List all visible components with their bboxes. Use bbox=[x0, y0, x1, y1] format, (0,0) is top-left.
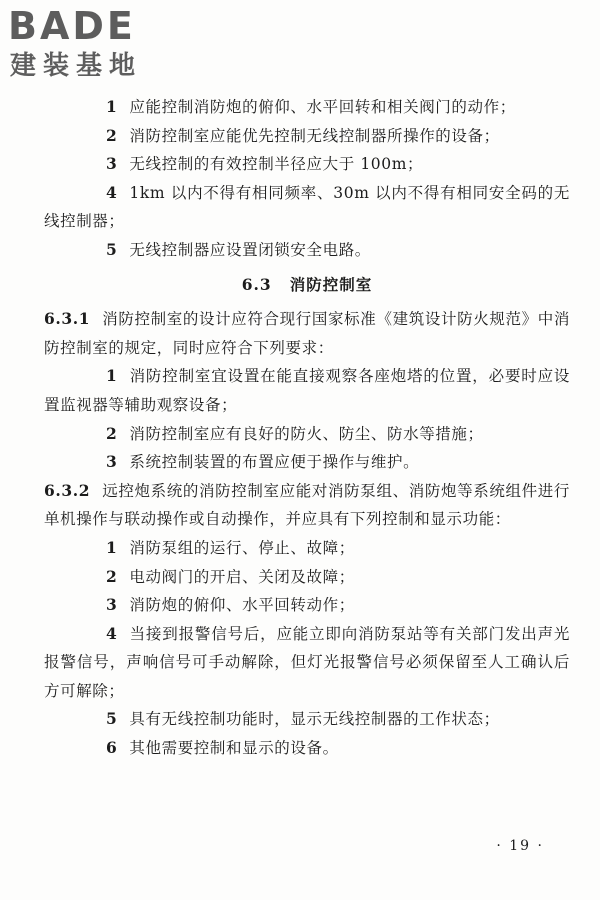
item-text: 消防控制室应能优先控制无线控制器所操作的设备； bbox=[129, 126, 500, 145]
item-text: 系统控制装置的布置应便于操作与维护。 bbox=[129, 453, 420, 472]
list-item bbox=[44, 93, 570, 122]
item-number: 4 bbox=[106, 182, 118, 202]
item-text: 电动阀门的开启、关闭及故障； bbox=[129, 567, 355, 586]
list-item bbox=[44, 734, 570, 763]
item-text: 消防炮的俯仰、水平回转动作； bbox=[129, 596, 355, 615]
item-number: 5 bbox=[106, 239, 118, 259]
item-text: 当接到报警信号后，应能立即向消防泵站等有关部门发出声光报警信号，声响信号可手动解除，但灯光报警信号必须保留至人工确认后方可解除； bbox=[44, 624, 570, 700]
item-number: 4 bbox=[106, 623, 118, 643]
list-item bbox=[44, 122, 570, 151]
item-text: 其他需要控制和显示的设备。 bbox=[129, 739, 339, 758]
item-text: 消防控制室应有良好的防火、防尘、防水等措施； bbox=[129, 424, 484, 443]
item-number: 1 bbox=[106, 537, 118, 557]
item-text: 无线控制器应设置闭锁安全电路。 bbox=[129, 240, 371, 259]
list-item bbox=[44, 150, 570, 179]
logo bbox=[8, 6, 178, 80]
item-text: 应能控制消防炮的俯仰、水平回转和相关阀门的动作； bbox=[129, 98, 516, 116]
list-item bbox=[44, 236, 570, 265]
clause-6-3-1 bbox=[44, 305, 570, 477]
item-number: 2 bbox=[106, 125, 118, 145]
item-number: 3 bbox=[106, 452, 118, 472]
list-item bbox=[44, 620, 570, 706]
clause-text bbox=[44, 477, 570, 534]
item-number: 2 bbox=[106, 566, 118, 586]
clause-text bbox=[44, 305, 570, 362]
item-number: 1 bbox=[106, 97, 118, 116]
clause-6-3-2 bbox=[44, 477, 570, 763]
item-text: 消防控制室宜设置在能直接观察各座炮塔的位置，必要时应设置监视器等辅助观察设备； bbox=[44, 367, 570, 414]
item-number: 3 bbox=[106, 154, 118, 174]
item-number: 1 bbox=[106, 366, 118, 386]
clause-body: 远控炮系统的消防控制室应能对消防泵组、消防炮等系统组件进行单机操作与联动操作或自动操作，并应具有下列控制和显示功能： bbox=[44, 481, 570, 529]
list-item bbox=[44, 705, 570, 734]
logo-latin-text: BADE bbox=[8, 4, 136, 48]
section-heading bbox=[44, 271, 570, 300]
item-number: 2 bbox=[106, 423, 118, 443]
list-item bbox=[44, 448, 570, 477]
item-number: 5 bbox=[106, 709, 118, 729]
page-number: · 19 · bbox=[496, 838, 544, 854]
item-number: 3 bbox=[106, 595, 118, 615]
clause-number: 6.3.1 bbox=[44, 309, 91, 329]
list-item bbox=[44, 534, 570, 563]
wireless-control-list bbox=[44, 93, 570, 265]
clause-body: 消防控制室的设计应符合现行国家标准《建筑设计防火规范》中消防控制室的规定，同时应符合下列要求： bbox=[44, 310, 570, 357]
item-text: 具有无线控制功能时，显示无线控制器的工作状态； bbox=[129, 710, 500, 729]
list-item bbox=[44, 179, 570, 236]
clause-number: 6.3.2 bbox=[44, 480, 91, 500]
logo-chinese-text: 建装基地 bbox=[10, 51, 143, 81]
list-item bbox=[44, 591, 570, 620]
item-text: 无线控制的有效控制半径应大于 100m； bbox=[129, 155, 424, 174]
item-text: 消防泵组的运行、停止、故障； bbox=[129, 538, 355, 557]
list-item bbox=[44, 420, 570, 449]
section-title: 消防控制室 bbox=[289, 274, 373, 294]
section-number: 6.3 bbox=[241, 274, 272, 294]
list-item bbox=[44, 362, 570, 419]
document-body bbox=[44, 93, 570, 763]
item-number: 6 bbox=[106, 738, 118, 758]
item-text: 1km 以内不得有相同频率、30m 以内不得有相同安全码的无线控制器； bbox=[44, 183, 570, 231]
list-item bbox=[44, 563, 570, 592]
